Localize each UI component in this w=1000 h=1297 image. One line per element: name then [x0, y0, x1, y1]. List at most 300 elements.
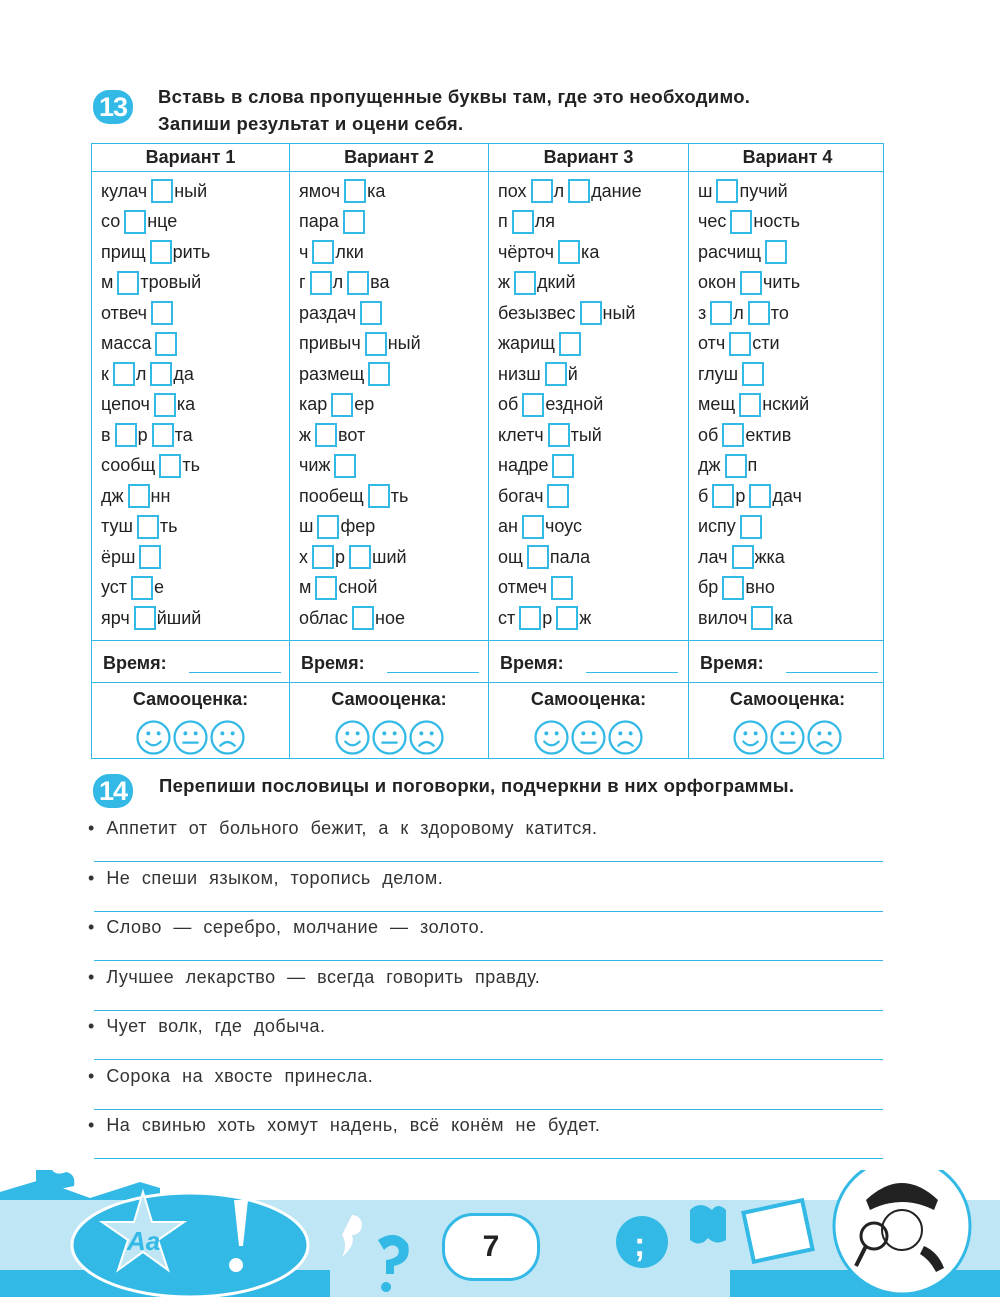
letter-box[interactable]: [352, 606, 374, 630]
word-fragment: отвеч: [101, 302, 148, 323]
proverb-item: [88, 1016, 326, 1037]
word-row: [498, 483, 570, 509]
letter-box[interactable]: [712, 484, 734, 508]
letter-box[interactable]: [150, 362, 172, 386]
word-row: [698, 209, 801, 235]
letter-box[interactable]: [739, 393, 761, 417]
sad-face-icon[interactable]: [409, 720, 444, 755]
letter-box[interactable]: [124, 210, 146, 234]
word-row: [498, 361, 579, 387]
answer-line[interactable]: [94, 1010, 883, 1011]
answer-line[interactable]: [94, 911, 883, 912]
self-assessment-smileys: [290, 720, 488, 755]
bullet: •: [88, 867, 107, 888]
answer-line[interactable]: [94, 861, 883, 862]
letter-box[interactable]: [331, 393, 353, 417]
word-fragment: чить: [763, 272, 801, 292]
letter-box[interactable]: [559, 332, 581, 356]
letter-box[interactable]: [113, 362, 135, 386]
letter-box[interactable]: [729, 332, 751, 356]
word-row: [698, 544, 786, 570]
letter-box[interactable]: [716, 179, 738, 203]
word-fragment: размещ: [299, 363, 365, 384]
letter-box[interactable]: [155, 332, 177, 356]
word-fragment: прищ: [101, 241, 146, 262]
letter-box[interactable]: [748, 301, 770, 325]
variant-title: Вариант 1: [145, 147, 236, 167]
word-fragment: фер: [340, 516, 376, 536]
word-fragment: пообещ: [299, 485, 364, 506]
word-row: [299, 422, 366, 448]
proverb-text: Слово — серебро, молчание — золото.: [106, 917, 485, 937]
word-row: [101, 514, 179, 540]
task-13-badge: 13: [93, 90, 133, 124]
word-fragment: уст: [101, 577, 128, 597]
letter-box[interactable]: [365, 332, 387, 356]
word-row: [498, 575, 574, 601]
word-fragment: чес: [698, 211, 727, 231]
word-row: [101, 361, 195, 387]
letter-box[interactable]: [150, 240, 172, 264]
proverb-item: [88, 818, 598, 839]
word-fragment: та: [174, 424, 193, 445]
letter-box[interactable]: [531, 179, 553, 203]
bullet: •: [88, 1065, 107, 1086]
proverb-text: Аппетит от больного бежит, а к здоровому катится.: [106, 818, 598, 838]
word-fragment: ж: [498, 272, 511, 292]
proverb-item: [88, 1115, 600, 1136]
word-fragment: п: [498, 211, 508, 231]
happy-face-icon[interactable]: [733, 720, 768, 755]
letter-box[interactable]: [315, 423, 337, 447]
letter-box[interactable]: [151, 179, 173, 203]
letter-box[interactable]: [740, 515, 762, 539]
word-row: [698, 361, 765, 387]
word-row: [498, 209, 556, 235]
word-row: [299, 178, 386, 204]
word-fragment: нце: [147, 211, 178, 231]
word-fragment: м: [299, 577, 312, 597]
word-fragment: ст: [498, 607, 516, 628]
proverb-text: Лучшее лекарство — всегда говорить правду.: [106, 966, 541, 987]
letter-box[interactable]: [749, 484, 771, 508]
letter-box[interactable]: [740, 271, 762, 295]
word-fragment: л: [135, 363, 147, 384]
word-row: [299, 270, 390, 296]
word-fragment: ш: [299, 516, 314, 536]
word-fragment: р: [335, 546, 346, 567]
word-fragment: нский: [762, 394, 810, 414]
word-row: [498, 544, 591, 570]
word-row: [299, 209, 366, 235]
word-fragment: тровый: [140, 272, 202, 292]
self-assessment-smileys: [489, 720, 688, 755]
letter-box[interactable]: [315, 576, 337, 600]
letter-box[interactable]: [368, 484, 390, 508]
word-fragment: ть: [182, 455, 200, 475]
word-fragment: ть: [390, 485, 409, 506]
word-fragment: пучий: [739, 180, 788, 201]
word-row: [698, 453, 758, 479]
letter-box[interactable]: [722, 423, 744, 447]
proverb-item: [88, 917, 485, 938]
word-fragment: ный: [387, 333, 421, 353]
word-row: [698, 422, 792, 448]
word-row: [101, 209, 178, 235]
letter-box[interactable]: [115, 423, 137, 447]
word-row: [498, 453, 575, 479]
word-fragment: ный: [174, 180, 208, 201]
word-row: [299, 361, 391, 387]
variant-column-2: [290, 144, 488, 758]
word-fragment: чёрточ: [498, 241, 555, 262]
self-assessment-label: Самооценка:: [331, 689, 447, 709]
letter-box[interactable]: [527, 545, 549, 569]
word-fragment: пара: [299, 211, 339, 231]
word-fragment: тый: [570, 424, 602, 445]
word-fragment: л: [332, 272, 344, 292]
page-number: 7: [442, 1213, 540, 1281]
word-row: [101, 270, 202, 296]
word-fragment: сной: [338, 577, 378, 597]
word-row: [498, 392, 604, 418]
word-fragment: цепоч: [101, 394, 150, 414]
time-input-line[interactable]: [786, 672, 878, 673]
answer-line[interactable]: [94, 1059, 883, 1060]
word-fragment: ка: [367, 180, 386, 201]
word-row: [498, 422, 603, 448]
time-label: Время:: [500, 653, 564, 673]
letter-box[interactable]: [317, 515, 339, 539]
letter-box[interactable]: [552, 454, 574, 478]
bullet: •: [88, 818, 107, 838]
bullet: •: [88, 1115, 107, 1135]
word-fragment: йший: [156, 607, 202, 628]
neutral-face-icon[interactable]: [571, 720, 606, 755]
word-fragment: ное: [375, 607, 405, 628]
letter-box[interactable]: [548, 423, 570, 447]
time-label: Время:: [103, 653, 167, 673]
letter-box[interactable]: [514, 271, 536, 295]
word-fragment: отмеч: [498, 577, 548, 597]
speech-bubble: [72, 1193, 308, 1297]
bracket-frame: [743, 1200, 812, 1261]
word-row: [498, 300, 636, 326]
variant-title: Вариант 2: [344, 147, 434, 167]
word-fragment: да: [173, 363, 194, 384]
letter-box[interactable]: [312, 240, 334, 264]
word-fragment: со: [101, 211, 121, 231]
letter-box[interactable]: [545, 362, 567, 386]
letter-box[interactable]: [725, 454, 747, 478]
letter-box[interactable]: [732, 545, 754, 569]
word-fragment: раздач: [299, 302, 357, 323]
letter-box[interactable]: [334, 454, 356, 478]
word-row: [299, 331, 422, 357]
word-fragment: масса: [101, 333, 152, 353]
neutral-face-icon[interactable]: [173, 720, 208, 755]
word-fragment: ка: [581, 241, 600, 262]
time-input-line[interactable]: [586, 672, 678, 673]
happy-face-icon[interactable]: [136, 720, 171, 755]
letter-box[interactable]: [519, 606, 541, 630]
word-fragment: й: [567, 363, 578, 384]
variant-column-3: [489, 144, 688, 758]
word-row: [698, 300, 790, 326]
word-row: [698, 270, 801, 296]
word-fragment: з: [698, 302, 707, 323]
word-row: [101, 178, 208, 204]
word-row: [698, 178, 789, 204]
word-fragment: бр: [698, 577, 719, 597]
word-row: [698, 605, 794, 631]
word-fragment: жарищ: [498, 333, 555, 353]
word-fragment: г: [299, 272, 306, 292]
letter-box[interactable]: [568, 179, 590, 203]
answer-line[interactable]: [94, 1158, 883, 1159]
letter-box[interactable]: [522, 393, 544, 417]
word-row: [698, 239, 788, 265]
word-row: [299, 605, 406, 631]
proverb-text: Сорока на хвосте принесла.: [106, 1065, 374, 1086]
word-row: [498, 605, 592, 631]
letter-box[interactable]: [522, 515, 544, 539]
letter-box[interactable]: [152, 423, 174, 447]
word-fragment: ощ: [498, 546, 523, 567]
neutral-face-icon[interactable]: [770, 720, 805, 755]
word-fragment: р: [137, 424, 148, 445]
word-fragment: клетч: [498, 424, 544, 445]
task-13-line-1: Вставь в слова пропущенные буквы там, где это необходимо.: [158, 86, 751, 107]
word-fragment: дач: [772, 485, 802, 506]
proverb-item: [88, 1066, 373, 1087]
letter-box[interactable]: [128, 484, 150, 508]
word-fragment: мещ: [698, 394, 736, 414]
word-fragment: лач: [698, 546, 728, 567]
word-row: [299, 300, 383, 326]
word-fragment: ный: [602, 302, 636, 323]
proverb-item: [88, 868, 443, 889]
word-fragment: об: [698, 424, 719, 445]
word-fragment: об: [498, 394, 519, 414]
letter-box[interactable]: [137, 515, 159, 539]
word-fragment: испу: [698, 516, 736, 536]
letter-box[interactable]: [556, 606, 578, 630]
task-13-line-2: Запиши результат и оцени себя.: [158, 113, 464, 134]
word-row: [299, 575, 378, 601]
word-fragment: л: [553, 180, 565, 201]
letter-box[interactable]: [722, 576, 744, 600]
self-assessment-smileys: [689, 720, 886, 755]
word-fragment: ность: [753, 211, 800, 231]
bullet: •: [88, 1016, 107, 1036]
word-fragment: то: [770, 302, 789, 323]
letter-box[interactable]: [154, 393, 176, 417]
word-fragment: ля: [534, 211, 555, 231]
word-fragment: низш: [498, 363, 541, 384]
word-fragment: ан: [498, 516, 518, 536]
word-fragment: ка: [774, 607, 793, 628]
word-fragment: р: [735, 485, 746, 506]
letter-box[interactable]: [349, 545, 371, 569]
variant-title: Вариант 4: [742, 147, 833, 167]
word-fragment: дкий: [537, 272, 576, 292]
word-fragment: п: [747, 455, 758, 475]
word-row: [101, 239, 211, 265]
word-row: [101, 483, 171, 509]
word-row: [101, 392, 196, 418]
word-fragment: надре: [498, 455, 549, 475]
word-fragment: ж: [579, 607, 592, 628]
self-assessment-smileys: [92, 720, 289, 755]
word-row: [498, 270, 577, 296]
word-row: [299, 483, 409, 509]
neutral-face-icon[interactable]: [372, 720, 407, 755]
word-fragment: ва: [370, 272, 390, 292]
letter-box[interactable]: [551, 576, 573, 600]
word-row: [101, 422, 194, 448]
word-fragment: туш: [101, 516, 133, 536]
word-fragment: к: [101, 363, 109, 384]
letter-box[interactable]: [368, 362, 390, 386]
word-fragment: ть: [159, 516, 178, 536]
word-row: [101, 575, 165, 601]
word-row: [101, 544, 162, 570]
word-fragment: ер: [354, 394, 375, 414]
word-row: [498, 178, 643, 204]
word-fragment: ш: [698, 180, 713, 201]
answer-line[interactable]: [94, 1109, 883, 1110]
word-fragment: пох: [498, 180, 527, 201]
task-14-instruction: Перепиши пословицы и поговорки, подчеркни в них орфограммы.: [159, 775, 795, 796]
letter-box[interactable]: [344, 179, 366, 203]
variant-column-1: [92, 144, 289, 758]
word-fragment: р: [542, 607, 553, 628]
word-fragment: расчищ: [698, 241, 762, 262]
word-fragment: дж: [698, 455, 721, 475]
letter-box[interactable]: [360, 301, 382, 325]
letter-box[interactable]: [580, 301, 602, 325]
word-row: [498, 331, 582, 357]
semicolon-icon: ;: [634, 1226, 646, 1264]
word-row: [299, 392, 375, 418]
time-label: Время:: [301, 653, 365, 673]
word-fragment: ёрш: [101, 546, 136, 567]
word-fragment: привыч: [299, 333, 361, 353]
letter-box[interactable]: [312, 545, 334, 569]
word-fragment: жка: [754, 546, 785, 567]
proverb-text: На свинью хоть хомут надень, всё конём не будет.: [106, 1115, 601, 1135]
letter-box[interactable]: [134, 606, 156, 630]
word-fragment: безызвес: [498, 302, 576, 323]
word-fragment: чоус: [544, 516, 582, 536]
word-fragment: ездной: [545, 394, 604, 414]
word-fragment: х: [299, 546, 308, 567]
word-fragment: ямоч: [299, 180, 341, 201]
bullet: •: [88, 966, 107, 987]
answer-line[interactable]: [94, 960, 883, 961]
word-fragment: вилоч: [698, 607, 748, 628]
task-14-badge: 14: [93, 774, 133, 808]
word-fragment: сообщ: [101, 455, 156, 475]
word-row: [299, 239, 365, 265]
word-row: [299, 514, 376, 540]
time-input-line[interactable]: [387, 672, 479, 673]
word-row: [101, 453, 201, 479]
decor-aa: Aa: [127, 1226, 161, 1256]
bullet: •: [88, 917, 107, 937]
word-fragment: ч: [299, 241, 309, 262]
word-fragment: дание: [591, 180, 642, 201]
puzzle-piece: [690, 1205, 726, 1244]
letter-box[interactable]: [730, 210, 752, 234]
sad-face-icon[interactable]: [807, 720, 842, 755]
word-fragment: кар: [299, 394, 328, 414]
letter-box[interactable]: [710, 301, 732, 325]
time-input-line[interactable]: [189, 672, 281, 673]
self-assessment-label: Самооценка:: [729, 689, 846, 709]
word-row: [101, 300, 174, 326]
word-fragment: лки: [335, 241, 364, 262]
happy-face-icon[interactable]: [335, 720, 370, 755]
sad-face-icon[interactable]: [608, 720, 643, 755]
letter-box[interactable]: [343, 210, 365, 234]
sad-face-icon[interactable]: [210, 720, 245, 755]
letter-box[interactable]: [139, 545, 161, 569]
variant-column-4: [689, 144, 886, 758]
word-fragment: вно: [745, 577, 775, 597]
word-row: [698, 392, 810, 418]
word-fragment: пала: [549, 546, 591, 567]
happy-face-icon[interactable]: [534, 720, 569, 755]
letter-box[interactable]: [347, 271, 369, 295]
proverb-item: [88, 967, 540, 988]
word-row: [698, 483, 803, 509]
letter-box[interactable]: [131, 576, 153, 600]
word-fragment: ектив: [745, 424, 792, 445]
word-row: [698, 575, 776, 601]
letter-box[interactable]: [547, 484, 569, 508]
letter-box[interactable]: [512, 210, 534, 234]
letter-box[interactable]: [558, 240, 580, 264]
word-fragment: в: [101, 424, 111, 445]
letter-box[interactable]: [751, 606, 773, 630]
word-fragment: ка: [176, 394, 196, 414]
word-fragment: рить: [172, 241, 211, 262]
word-fragment: ший: [372, 546, 407, 567]
self-assessment-label: Самооценка:: [530, 689, 647, 709]
time-label: Время:: [700, 653, 764, 673]
letter-box[interactable]: [159, 454, 181, 478]
letter-box[interactable]: [765, 240, 787, 264]
word-fragment: ярч: [101, 607, 130, 628]
word-fragment: кулач: [101, 180, 148, 201]
self-assessment-label: Самооценка:: [132, 689, 249, 709]
word-fragment: облас: [299, 607, 349, 628]
word-row: [498, 514, 583, 540]
variants-table: [91, 143, 884, 759]
letter-box[interactable]: [742, 362, 764, 386]
variant-title: Вариант 3: [543, 147, 634, 167]
word-fragment: глуш: [698, 363, 739, 384]
word-row: [698, 514, 763, 540]
letter-box[interactable]: [151, 301, 173, 325]
word-fragment: сти: [752, 333, 780, 353]
word-fragment: м: [101, 272, 114, 292]
letter-box[interactable]: [117, 271, 139, 295]
letter-box[interactable]: [310, 271, 332, 295]
word-row: [698, 331, 781, 357]
